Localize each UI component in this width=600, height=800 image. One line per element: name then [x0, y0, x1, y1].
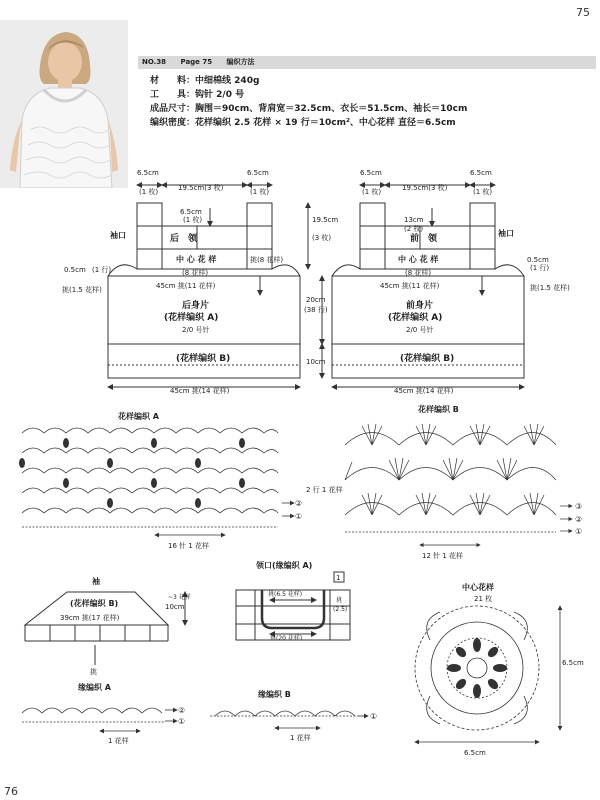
edge-b-repeat: 1 花样 — [290, 734, 311, 742]
info-gauge: 编织密度：花样编织 2.5 花样 × 19 行＝10cm²、中心花样 直径＝6.5cm — [150, 118, 456, 128]
back-armhole-label: 袖口 — [110, 231, 126, 240]
back-pick-row: (8 花样) — [182, 269, 209, 277]
pattern-b-repeat: 12 针 1 花样 — [422, 552, 464, 560]
materials-info — [150, 74, 467, 130]
back-center-motif: 中 心 花 样 — [176, 255, 217, 264]
front-upper-w: 45cm 挑(11 花样) — [380, 282, 440, 290]
header-title: 编织方法 — [226, 58, 255, 66]
front-shoulder-n: (1 枚) — [362, 188, 382, 196]
front-title: 前身片 — [406, 301, 434, 311]
back-upper-w: 45cm 挑(11 花样) — [156, 282, 216, 290]
motif-size-h: 6.5cm — [562, 659, 584, 667]
back-neck-drop-n: (1 枚) — [183, 216, 203, 224]
back-bottom-w: 45cm 挑(14 花样) — [170, 387, 230, 395]
collar-bottom: 挑(20 花样) — [270, 635, 303, 642]
collar-title: 领口(缘编织 A) — [256, 561, 313, 570]
front-neck-label: 前 领 — [410, 234, 438, 244]
back-side-dec: 0.5cm — [64, 266, 86, 274]
front-side-note: 挑(1.5 花样) — [530, 284, 570, 292]
front-shoulder-w: 6.5cm — [360, 169, 382, 177]
back-upper-h: 20cm — [306, 296, 326, 304]
collar-side2: (2.5) — [333, 606, 348, 613]
back-side-dec-n: (1 行) — [92, 266, 112, 274]
pattern-a-title: 花样编织 A — [118, 412, 159, 421]
front-side-dec: 0.5cm — [527, 256, 549, 264]
back-hem: (花样编织 B) — [176, 354, 231, 364]
edge-a-chart — [22, 708, 177, 731]
motif-count: 21 枚 — [474, 595, 493, 603]
sleeve-height: 10cm — [165, 603, 185, 611]
front-shoulder-w2: 6.5cm — [470, 169, 492, 177]
pattern-b-title: 花样编织 B — [418, 405, 459, 414]
back-yoke-h: 19.5cm — [312, 216, 339, 224]
back-shoulder-n: (1 枚) — [139, 188, 159, 196]
collar-side: 挑 — [336, 597, 343, 604]
motif-chart — [415, 606, 560, 742]
page-number-top: 75 — [576, 6, 590, 19]
collar-top: 挑(6.5 花样) — [268, 591, 303, 598]
sleeve-dec: ~3 花样 — [168, 594, 191, 601]
info-materials: 材 料：中细棉线 240g — [150, 76, 260, 86]
back-pick-row2: 挑(8 花样) — [250, 256, 284, 264]
motif-size-w: 6.5cm — [464, 749, 486, 757]
edge-b-label-1: ① — [370, 712, 378, 721]
back-neck-label: 后 领 — [170, 234, 198, 244]
back-piece-labels — [62, 169, 338, 395]
pattern-diagrams — [0, 160, 600, 780]
pattern-a-row-label-1: ① — [295, 512, 303, 521]
sleeve-width: 39cm 挑(17 花样) — [60, 614, 120, 622]
front-armhole-label: 袖口 — [498, 229, 514, 238]
back-shoulder-n2: (1 枚) — [250, 188, 270, 196]
info-size: 成品尺寸：胸围＝90cm、背肩宽＝32.5cm、衣长＝51.5cm、袖长＝10cm — [150, 104, 468, 114]
edge-a-title: 缘编织 A — [78, 683, 111, 692]
sleeve-picked: 挑 — [90, 668, 97, 676]
back-upper-h-n: (38 行) — [304, 306, 328, 314]
edge-a-repeat: 1 花样 — [108, 737, 129, 745]
front-neck-drop-n: (2 枚) — [404, 225, 424, 233]
back-yoke-n: (3 枚) — [312, 234, 332, 242]
front-pattern: (花样编织 A) — [388, 313, 443, 323]
edge-b-chart — [210, 711, 368, 728]
back-shoulder-w: 6.5cm — [137, 169, 159, 177]
pattern-number: NO.38 — [142, 58, 167, 66]
info-tools: 工 具：钩针 2/0 号 — [150, 90, 245, 100]
edge-b-title: 缘编织 B — [258, 690, 291, 699]
pattern-a-rows: 2 行 1 花样 — [306, 486, 343, 494]
front-neck-width: 19.5cm(3 枚) — [402, 184, 448, 192]
front-piece-labels — [360, 169, 570, 395]
edge-a-label-1: ① — [178, 717, 186, 726]
pattern-b-row-label-1: ① — [575, 527, 583, 536]
front-hook: 2/0 号针 — [406, 326, 434, 334]
back-neck-width: 19.5cm(3 枚) — [178, 184, 224, 192]
back-neck-drop: 6.5cm — [180, 208, 202, 216]
pattern-b-chart — [345, 424, 572, 545]
sleeve-pattern: (花样编织 B) — [70, 599, 119, 608]
front-hem: (花样编织 B) — [400, 354, 455, 364]
collar-marker: 1 — [336, 574, 341, 582]
front-pick-row: (8 花样) — [405, 269, 432, 277]
front-shoulder-n2: (1 枚) — [473, 188, 493, 196]
back-hook: 2/0 号针 — [182, 326, 210, 334]
header-bar — [138, 56, 596, 69]
front-center-motif: 中 心 花 样 — [398, 255, 439, 264]
back-shoulder-w2: 6.5cm — [247, 169, 269, 177]
pattern-a-chart — [19, 428, 294, 535]
front-neck-drop: 13cm — [404, 216, 424, 224]
page-ref: Page 75 — [180, 58, 213, 66]
pattern-b-fans-row2 — [345, 458, 556, 480]
pattern-a-row-label-2: ② — [295, 499, 303, 508]
pattern-b-fans-row3 — [345, 493, 556, 515]
sleeve-title: 袖 — [92, 577, 100, 586]
motif-title: 中心花样 — [462, 583, 494, 592]
back-side-note: 挑(1.5 花样) — [62, 286, 102, 294]
front-bottom-w: 45cm 挑(14 花样) — [394, 387, 454, 395]
page-number-bottom: 76 — [4, 785, 18, 798]
pattern-b-row-label-3: ③ — [575, 502, 583, 511]
front-side-dec-n: (1 行) — [530, 264, 550, 272]
back-hem-h: 10cm — [306, 358, 326, 366]
pattern-b-row-label-2: ② — [575, 515, 583, 524]
edge-a-label-2: ② — [178, 706, 186, 715]
back-title: 后身片 — [182, 301, 210, 311]
pattern-a-repeat: 16 针 1 花样 — [168, 542, 210, 550]
pattern-b-fans-row1 — [345, 424, 556, 445]
back-pattern: (花样编织 A) — [164, 313, 219, 323]
